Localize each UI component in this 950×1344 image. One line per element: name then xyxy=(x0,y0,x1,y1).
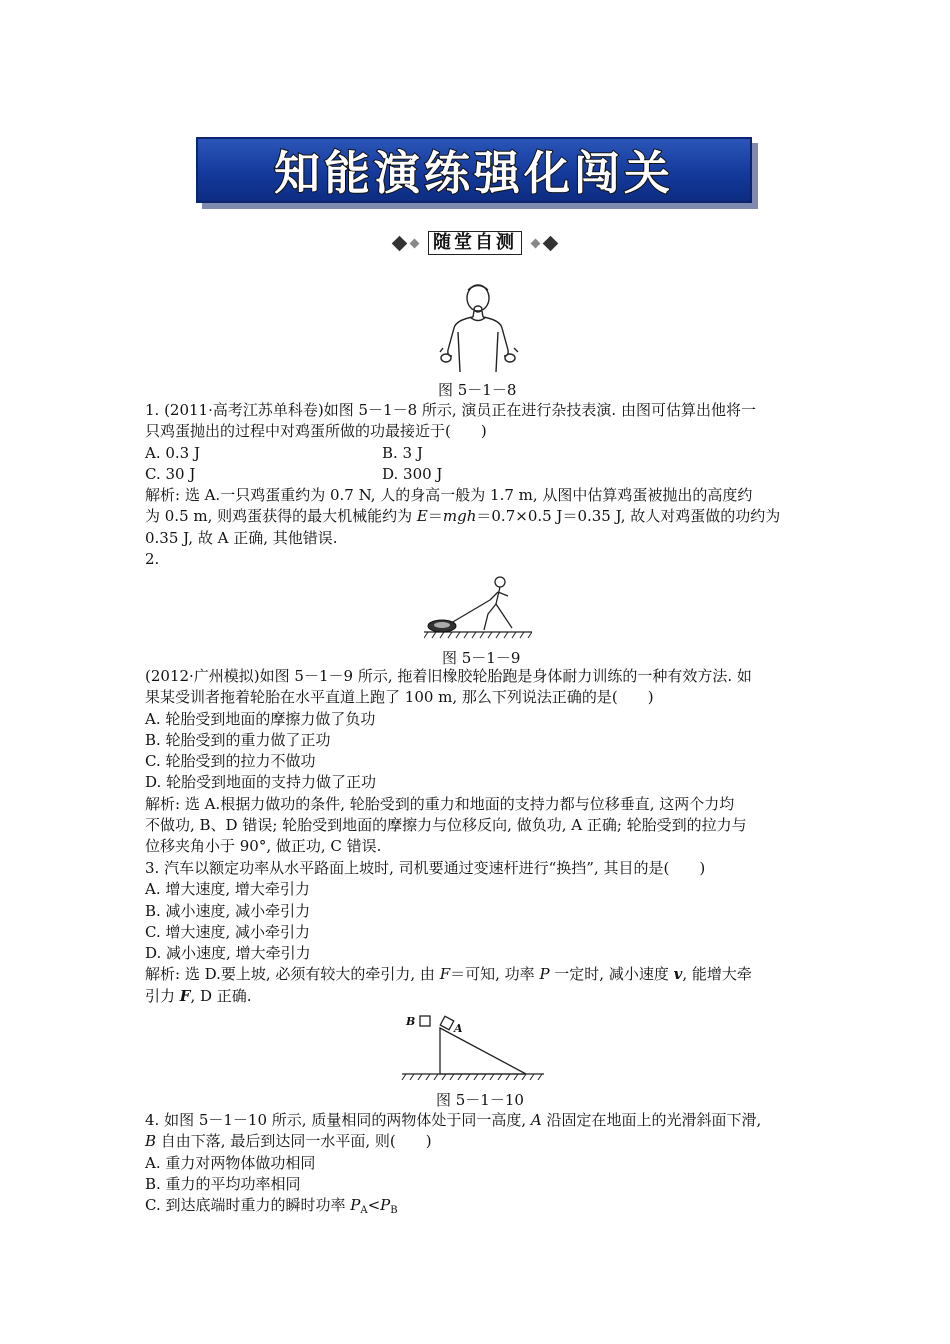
analysis-text: 引力 F, D 正确. xyxy=(145,986,252,1005)
diamond-icon xyxy=(531,238,541,248)
question-stem: 1. (2011·高考江苏单科卷)如图 5－1－8 所示, 演员正在进行杂技表演. 由图可估算出他将一 xyxy=(145,401,756,419)
option-a: A. 轮胎受到地面的摩擦力做了负功 xyxy=(145,709,376,728)
option-a: A. 0.3 J xyxy=(145,443,201,462)
option-d: D. 300 J xyxy=(382,464,443,483)
option-c: C. 轮胎受到的拉力不做功 xyxy=(145,752,316,771)
section-subheading xyxy=(370,231,580,255)
analysis-text: 为 0.5 m, 则鸡蛋获得的最大机械能约为 E＝mgh＝0.7×0.5 J＝0.35 J, 故人对鸡蛋做的功约为 xyxy=(145,507,781,526)
diamond-icon xyxy=(410,238,420,248)
diamond-icon xyxy=(392,235,408,251)
question-stem: B 自由下落, 最后到达同一水平面, 则( ) xyxy=(145,1132,432,1151)
option-d: D. 轮胎受到地面的支持力做了正功 xyxy=(145,773,377,792)
question-stem: (2012·广州模拟)如图 5－1－9 所示, 拖着旧橡胶轮胎跑是身体耐力训练的一种有效方法. 如 xyxy=(145,667,752,685)
question-stem: 4. 如图 5－1－10 所示, 质量相同的两物体处于同一高度, A 沿固定在地面上的光滑斜面下滑, xyxy=(145,1111,762,1129)
option-b: B. 减小速度, 减小牵引力 xyxy=(145,901,311,920)
option-row xyxy=(145,443,810,464)
option-b: B. 重力的平均功率相同 xyxy=(145,1174,301,1193)
section-banner xyxy=(196,137,752,203)
question-stem: 果某受训者拖着轮胎在水平直道上跑了 100 m, 那么下列说法正确的是( ) xyxy=(145,688,654,707)
figure-caption: 图 5－1－9 xyxy=(442,649,521,667)
analysis-text: 0.35 J, 故 A 正确, 其他错误. xyxy=(145,528,338,547)
question-1 xyxy=(145,400,810,570)
figure-caption: 图 5－1－10 xyxy=(436,1091,524,1109)
banner-title: 知能演练强化闯关 xyxy=(274,146,674,200)
section-label: 随堂自测 xyxy=(428,231,522,255)
question-stem: 3. 汽车以额定功率从水平路面上坡时, 司机要通过变速杆进行“换挡”, 其目的是( ) xyxy=(145,859,706,877)
tire-runner-figure xyxy=(424,574,532,640)
option-c: C. 增大速度, 减小牵引力 xyxy=(145,922,311,941)
option-b: B. 3 J xyxy=(382,443,423,462)
option-a: A. 增大速度, 增大牵引力 xyxy=(145,880,310,899)
question-4 xyxy=(145,1110,810,1216)
question-3 xyxy=(145,858,810,1007)
figure-caption: 图 5－1－8 xyxy=(438,381,517,399)
option-b: B. 轮胎受到的重力做了正功 xyxy=(145,730,331,749)
option-c: C. 30 J xyxy=(145,464,196,483)
question-stem: 只鸡蛋抛出的过程中对鸡蛋所做的功最接近于( ) xyxy=(145,422,487,441)
label-b: B xyxy=(406,1015,416,1028)
question-2 xyxy=(145,666,810,858)
option-d: D. 减小速度, 增大牵引力 xyxy=(145,944,311,963)
analysis-text: 位移夹角小于 90°, 做正功, C 错误. xyxy=(145,837,382,856)
analysis-text: 不做功, B、D 错误; 轮胎受到地面的摩擦力与位移反向, 做负功, A 正确; 轮胎受到的拉力与 xyxy=(145,816,747,835)
diamond-icon xyxy=(543,235,559,251)
question-number: 2. xyxy=(145,550,160,569)
option-c: C. 到达底端时重力的瞬时功率 $P_A<P_B$ xyxy=(145,1196,398,1217)
analysis-text: 解析: 选 A.根据力做功的条件, 轮胎受到的重力和地面的支持力都与位移垂直, 这两个力均 xyxy=(145,794,735,813)
option-a: A. 重力对两物体做功相同 xyxy=(145,1153,316,1172)
incline-figure xyxy=(400,1010,546,1086)
option-row xyxy=(145,464,810,485)
analysis-text: 解析: 选 D.要上坡, 必须有较大的牵引力, 由 F＝可知, 功率 P 一定时, 减小速度 v, 能增大牵 xyxy=(145,965,752,984)
juggler-figure xyxy=(434,280,522,376)
label-a: A xyxy=(454,1022,463,1035)
analysis-text: 解析: 选 A.一只鸡蛋重约为 0.7 N, 人的身高一般为 1.7 m, 从图中估算鸡蛋被抛出的高度约 xyxy=(145,486,753,505)
